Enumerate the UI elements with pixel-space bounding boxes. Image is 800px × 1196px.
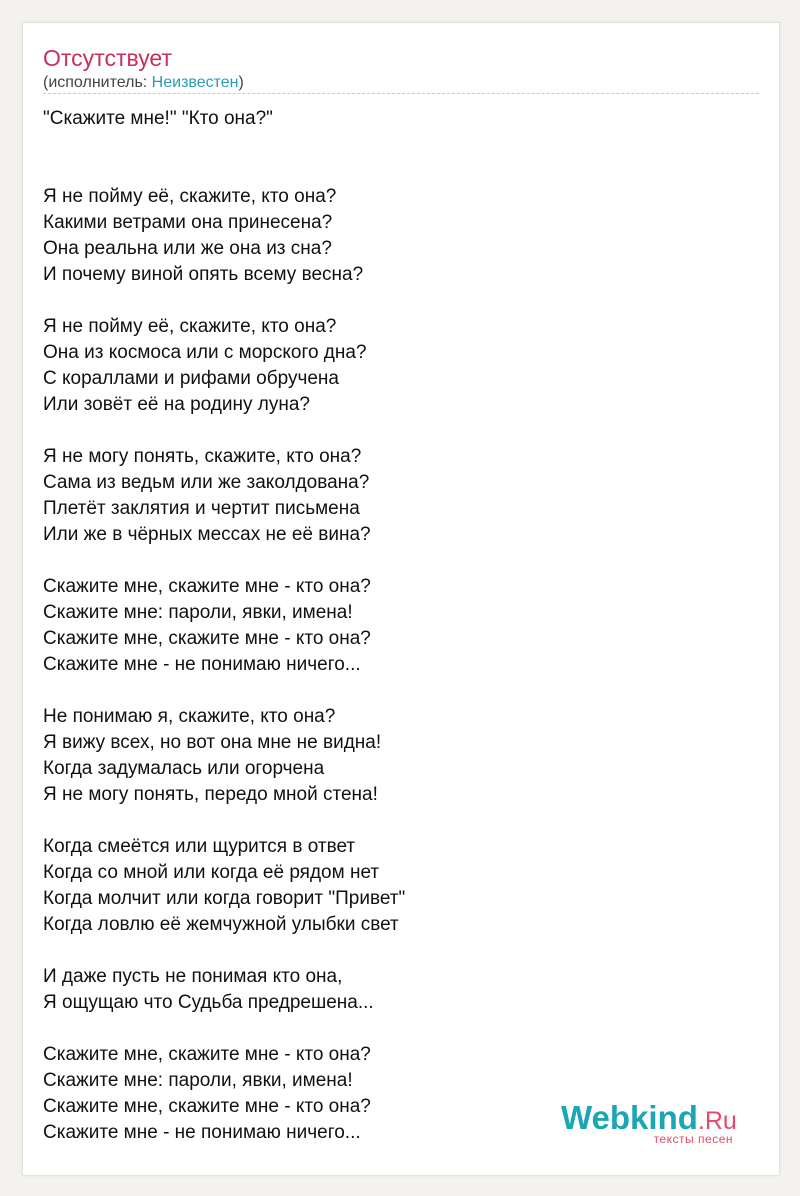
lyrics-text: "Скажите мне!" "Кто она?" Я не пойму её, скажите, кто она? Какими ветрами она принесена? Она реальна или же она из сна? И почему виной опять всему весна? Я не пойму её, скажите, кто она? Она из космоса или с морского дна? С кораллами и рифами обручена Или зовёт её на родину луна? Я не могу понять, скажите, кто она? Сама из ведьм или же заколдована? Плетёт заклятия и чертит письмена Или же в чёрных мессах не её вина? Скажите мне, скажите мне - кто она? Скажите мне: пароли, явки, имена! Скажите мне, скажите мне - кто она? Скажите мне - не понимаю ничего... Не понимаю я, скажите, кто она? Я вижу всех, но вот она мне не видна! Когда задумалась или огорчена Я не могу понять, передо мной стена! Когда смеётся или щурится в ответ Когда со мной или когда её рядом нет Когда молчит или когда говорит "Привет" Когда ловлю её жемчужной улыбки свет И даже пусть не понимая кто она, Я ощущаю что Судьба предрешена... Скажите мне, скажите мне - кто она? Скажите мне: пароли, явки, имена! Скажите мне, скажите мне - кто она? Скажите мне - не понимаю ничего... bbox=[43, 108, 406, 1143]
logo-suffix: .Ru bbox=[697, 1107, 737, 1135]
logo-tagline: тексты песен bbox=[653, 1132, 733, 1146]
lyrics-sheet bbox=[22, 22, 780, 1176]
artist-prefix: (исполнитель: bbox=[43, 74, 152, 91]
artist-line bbox=[43, 73, 244, 93]
artist-link[interactable]: Неизвестен bbox=[151, 74, 239, 91]
webkind-logo[interactable] bbox=[561, 1099, 751, 1149]
divider bbox=[43, 93, 759, 94]
logo-main-text: Webkind bbox=[561, 1099, 698, 1136]
artist-suffix: ) bbox=[238, 74, 244, 91]
song-title: Отсутствует bbox=[43, 45, 172, 71]
